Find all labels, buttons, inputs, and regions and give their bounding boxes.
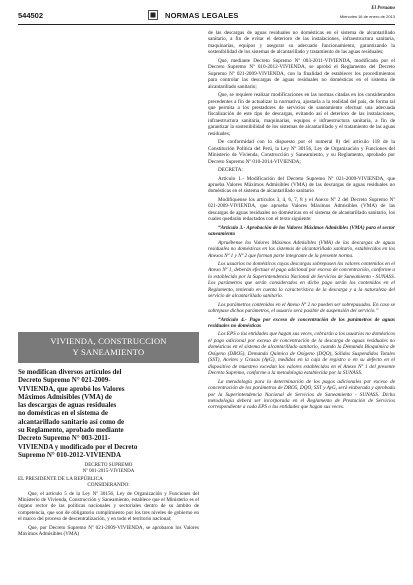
quoted-article-4-title: “Artículo 4.- Pago por exceso de concentración de los parámetros de aguas residuales no domésticas [208, 316, 395, 330]
resolution-title-line: su Reglamento, aprobado mediante [18, 426, 124, 435]
considering-heading: CONSIDERANDO: [87, 482, 130, 489]
normas-legales-logo-icon [148, 10, 158, 20]
body-paragraph: Que, se requiere realizar modificaciones en las normas citadas en los considerandos precedentes a fin de actualizar la normativa, ajustarla a la realidad del país, de forma tal que permita a los prestadores de servicios de saneamiento efectuar una adecuada fiscalización de este tipo de descargas, evitando así el deterioro de las instalaciones, infraestructura sanitaria, maquinarias, equipos e infraestructura sanitaria, a fin de garantizar la sostenibilidad de los sistemas de alcantarillado y el tratamiento de las aguas residuales; [208, 92, 395, 137]
publication-date: Miércoles 16 de enero de 2013 [339, 14, 395, 19]
article-1-body: Modifíquense los artículos 3, 4, 6, 7, 8 y el Anexo Nº 2 del Decreto Supremo Nº 021-2009-VIVIENDA, que aprueba Valores Máximos Admisibles (VMA) de las descargas de aguas residuales no domésticas en el sistema de alcantarillado sanitario, los cuales quedarán redactados con el texto siguiente: [208, 196, 395, 223]
body-paragraph: de las descargas de aguas residuales no domésticas en el sistema de alcantarillado sanitario, a fin de evitar el deterioro de las instalaciones, infraestructura sanitaria, maquinarias, equipos y asegurar su adecuado funcionamiento, garantizando la sostenibilidad de los sistemas de alcantarillado y tratamiento de las aguas residuales; [208, 30, 395, 56]
quoted-paragraph: Los parámetros contenidos en el Anexo Nº 2 no pueden ser sobrepasados. En caso se sobrepase dichos parámetros, el usuario será pasible de suspensión del servicio.” [208, 301, 395, 315]
quoted-paragraph: Apruébense los Valores Máximos Admisibles (VMA) de las descargas de aguas residuales no domésticas en los sistemas de alcantarillado sanitario, establecidos en los Anexos Nº 1 y Nº 2 que forman parte integrante de la presente norma. [208, 239, 395, 259]
section-label-line: VIVIENDA, CONSTRUCCION [50, 336, 167, 346]
resolution-title-line: VIVIENDA, que aprobó los Valores [18, 384, 125, 393]
page-header [18, 6, 395, 28]
resolution-title-line: Supremo N° 010-2012-VIVIENDA [18, 450, 122, 459]
decree-type: DECRETO SUPREMO [84, 463, 133, 469]
article-1-heading: Artículo 1.- Modificación del Decreto Supremo Nº 021-2009-VIVIENDA, que aprueba Valores Máximos Admisibles (VMA) de las descargas de aguas residuales no domésticas en el sistema de alcantarillado sanitario [208, 175, 395, 195]
quoted-paragraph: Los EPS o las entidades que hagan sus veces, cobrarán a los usuarios no domésticos el pago adicional por exceso de concentración de la descarga de aguas residuales no domésticas en el sistema de alcantarillado sanitario, cuando la Demanda Bioquímica de Oxígeno (DBO5), Demanda Química de Oxígeno (DQO), Sólidos Suspendidos Totales (SST), Aceites y Grasas (AyG), medidos en la caja de registro o en su defecto en el dispositivo de muestreo excedan los valores establecidos en el Anexo Nº 1 del presente Decreto Supremo, conforme a la metodología establecida por la SUNASS. [208, 331, 395, 377]
quoted-article-3-title: “Artículo 3.- Aprobación de los Valores Máximos Admisibles (VMA) para el sector saneamiento [208, 224, 395, 238]
decreta-heading: DECRETA: [218, 167, 243, 174]
resolution-title-line: no domésticas en el sistema de [18, 409, 109, 418]
quoted-paragraph: Los usuarios no domésticos cuyas descargas sobrepasen los valores contenidos en el Anexo Nº 1, deberán efectuar el pago adicional por exceso de concentración, conforme a lo establecido por la Superintendencia Nacional de Servicios de Saneamiento - SUNASS. Los parámetros que serán considerados en dicho pago serán los contenidos en el Reglamento, teniendo en cuenta la característica de la descarga y a la naturaleza del servicio de alcantarillado sanitario. [208, 260, 395, 300]
body-paragraph: De conformidad con lo dispuesto por el numeral 8) del artículo 118 de la Constitución Política del Perú, la Ley Nº 30156, Ley de Organización y Funciones del Ministerio de Vivienda, Construcción y Saneamiento, y su Reglamento, aprobado por Decreto Supremo Nº 010-2014-VIVIENDA; [208, 139, 395, 165]
resolution-title-line: Se modifican diversos artículos del [18, 368, 122, 376]
page-number: 544502 [18, 11, 44, 20]
resolution-title-line: alcantarillado sanitario así como de [18, 417, 125, 426]
resolution-title-line: Decreto Supremo N° 021-2009- [18, 376, 111, 385]
resolution-title-line: las descargas de aguas residuales [18, 401, 117, 410]
president-line: EL PRESIDENTE DE LA REPÚBLICA [18, 475, 103, 482]
publication-name: El Peruano [371, 6, 395, 11]
resolution-title-line: VIVIENDA y modificado por el Decreto [18, 442, 138, 451]
section-label-line: Y SANEAMIENTO [72, 347, 145, 357]
header-rule [18, 24, 395, 25]
resolution-title-line: Máximos Admisibles (VMA) de [18, 392, 112, 401]
body-paragraph: Que, el artículo 5 de la Ley Nº 30156, Ley de Organización y Funciones del Ministerio de Vivienda, Construcción y Saneamiento, establece que el Ministerio es el órgano rector de las políticas nacionales y sectoriales dentro de su ámbito de competencia, que son de obligatorio cumplimiento por los tres niveles de gobierno en el marco del proceso de descentralización, y en todo el territorio nacional; [18, 490, 199, 523]
decree-heading [18, 463, 199, 475]
decree-number: Nº 001-2015-VIVIENDA [82, 469, 135, 475]
body-paragraph: Que, mediante Decreto Supremo Nº 003-2011-VIVIENDA, modificado por el Decreto Supremo Nº 010-2012-VIVIENDA, se aprobó el Reglamento del Decreto Supremo Nº 021-2009-VIVIENDA, con la finalidad de establecer los procedimientos para controlar las descargas de aguas residuales no domésticas en el sistema de alcantarillado sanitario; [208, 57, 395, 90]
section-title: NORMAS LEGALES [165, 11, 239, 20]
section-label-box [18, 332, 199, 363]
body-paragraph: Que, por Decreto Supremo Nº 021-2009-VIVIENDA, se aprobaron los Valores Máximos Admisibles (VMA) [18, 524, 199, 538]
resolution-title [18, 368, 199, 459]
quoted-paragraph: La metodología para la determinación de los pagos adicionales por exceso de concentración de los parámetros de DBO5, DQO, SST y AyG, será elaborada y aprobada por la Superintendencia Nacional de Servicios de Saneamiento - SUNASS. Dicha metodología deberá ser incorporada en el Reglamento de Prestación de Servicios correspondiente a cada EPS o las entidades que hagan sus veces. [208, 378, 395, 411]
resolution-title-line: Decreto Supremo N° 003-2011- [18, 434, 111, 443]
right-column [208, 30, 395, 411]
left-column [18, 30, 199, 538]
